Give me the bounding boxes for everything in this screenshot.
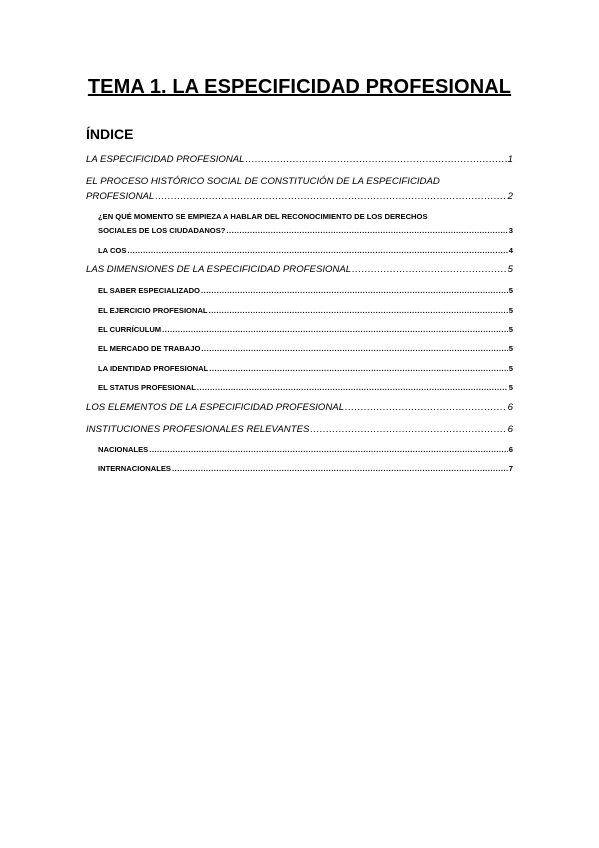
toc-entry-label: LA COS [98, 246, 127, 255]
toc-leader-dots [345, 402, 507, 413]
toc-page-number: 6 [507, 402, 513, 413]
toc-entry-label: EL CURRÍCULUM [98, 325, 162, 334]
toc-leader-dots [209, 364, 508, 373]
toc-page-number: 5 [507, 264, 513, 275]
toc-page-number: 6 [507, 424, 513, 435]
toc-entry-label-line1: ¿EN QUÉ MOMENTO SE EMPIEZA A HABLAR DEL RECONOCIMIENTO DE LOS DERECHOS [98, 212, 428, 221]
toc-entry-instituciones[interactable] [86, 424, 513, 435]
toc-entry-especificidad[interactable] [86, 154, 513, 165]
toc-page-number: 5 [508, 383, 513, 392]
toc-entry-dimensiones[interactable] [86, 264, 513, 275]
toc-leader-dots [155, 191, 506, 202]
toc-page-number: 5 [508, 344, 513, 353]
toc-page-number: 5 [508, 325, 513, 334]
toc-leader-dots [197, 383, 508, 392]
toc-page-number: 5 [508, 286, 513, 295]
toc-leader-dots [201, 286, 508, 295]
toc-entry-proceso-historico[interactable] [86, 191, 513, 202]
toc-leader-dots [149, 445, 508, 454]
toc-page-number: 7 [508, 464, 513, 473]
toc-entry-curriculum[interactable] [98, 325, 513, 334]
toc-entry-identidad-profesional[interactable] [98, 364, 513, 373]
toc-entry-label: LA IDENTIDAD PROFESIONAL [98, 364, 209, 373]
toc-leader-dots [226, 226, 507, 235]
toc-entry-label: LAS DIMENSIONES DE LA ESPECIFICIDAD PROFESIONAL [86, 264, 352, 275]
toc-entry-label: PROFESIONAL [86, 191, 155, 202]
toc-page-number: 2 [507, 191, 513, 202]
toc-leader-dots [172, 464, 508, 473]
toc-page-number: 5 [508, 306, 513, 315]
toc-entry-label: EL SABER ESPECIALIZADO [98, 286, 200, 295]
toc-leader-dots [352, 264, 507, 275]
toc-entry-label: NACIONALES [98, 445, 149, 454]
toc-entry-label: INTERNACIONALES [98, 464, 171, 473]
index-heading: ÍNDICE [86, 126, 134, 142]
toc-page-number: 1 [507, 154, 513, 165]
toc-leader-dots [162, 325, 508, 334]
toc-entry-label: EL STATUS PROFESIONAL [98, 383, 196, 392]
toc-leader-dots [209, 306, 508, 315]
toc-entry-label: LOS ELEMENTOS DE LA ESPECIFICIDAD PROFESIONAL [86, 402, 345, 413]
toc-entry-ejercicio-profesional[interactable] [98, 306, 513, 315]
toc-entry-elementos[interactable] [86, 402, 513, 413]
toc-entry-la-cos[interactable] [98, 246, 513, 255]
toc-entry-saber-especializado[interactable] [98, 286, 513, 295]
toc-page-number: 3 [508, 226, 513, 235]
toc-entry-derechos-sociales[interactable] [98, 226, 513, 235]
toc-page-number: 4 [508, 246, 513, 255]
toc-leader-dots [201, 344, 507, 353]
document-title: TEMA 1. LA ESPECIFICIDAD PROFESIONAL [87, 76, 512, 98]
toc-entry-label: SOCIALES DE LOS CIUDADANOS? [98, 226, 226, 235]
toc-entry-nacionales[interactable] [98, 445, 513, 454]
toc-entry-label: LA ESPECIFICIDAD PROFESIONAL [86, 154, 245, 165]
toc-leader-dots [246, 154, 507, 165]
toc-entry-mercado-de-trabajo[interactable] [98, 344, 513, 353]
toc-entry-label: EL EJERCICIO PROFESIONAL [98, 306, 208, 315]
toc-entry-internacionales[interactable] [98, 464, 513, 473]
toc-entry-label: EL MERCADO DE TRABAJO [98, 344, 201, 353]
toc-page-number: 5 [508, 364, 513, 373]
toc-entry-label: INSTITUCIONES PROFESIONALES RELEVANTES [86, 424, 310, 435]
toc-leader-dots [127, 246, 507, 255]
toc-leader-dots [310, 424, 506, 435]
toc-page-number: 6 [508, 445, 513, 454]
toc-entry-label-line1: EL PROCESO HISTÓRICO SOCIAL DE CONSTITUCIÓN DE LA ESPECIFICIDAD [86, 176, 440, 187]
toc-entry-status-profesional[interactable] [98, 383, 513, 392]
